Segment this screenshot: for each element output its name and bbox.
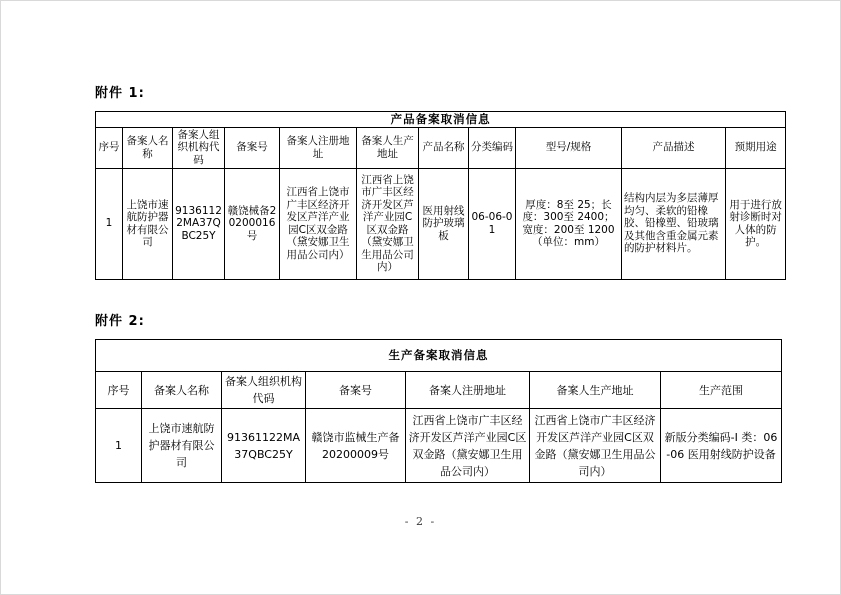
table-row [96,409,782,483]
cell-org-code: 91361122MA37QBC25Y [222,409,306,483]
cell-registered-address: 江西省上饶市广丰区经济开发区芦洋产业园C区双金路（黛安娜卫生用品公司内） [406,409,530,483]
attachment-2-label: 附件 2: [95,314,145,329]
table-header-row [96,127,786,168]
table-2-title: 生产备案取消信息 [96,340,782,372]
column-header-filing-number: 备案号 [225,127,280,168]
cell-index: 1 [96,168,123,279]
column-header-intended-use: 预期用途 [726,127,786,168]
column-header-product-name: 产品名称 [419,127,469,168]
cell-production-scope: 新版分类编码-Ⅰ 类：06-06 医用射线防护设备 [661,409,782,483]
column-header-production-address: 备案人生产地址 [357,127,419,168]
cell-index: 1 [96,409,142,483]
cell-org-code: 91361122MA37QBC25Y [173,168,225,279]
column-header-production-scope: 生产范围 [661,372,782,409]
cell-filer-name: 上饶市速航防护器材有限公司 [123,168,173,279]
column-header-filer-name: 备案人名称 [142,372,222,409]
cell-classification-code: 06-06-01 [469,168,516,279]
column-header-filing-number: 备案号 [306,372,406,409]
table-header-row [96,372,782,409]
table-row [96,168,786,279]
column-header-product-description: 产品描述 [622,127,726,168]
cell-filing-number: 赣饶械备20200016号 [225,168,280,279]
attachment-1-label: 附件 1: [95,86,145,101]
table-title-row [96,112,786,128]
production-filing-cancellation-table [95,339,782,483]
table-title-row [96,340,782,372]
cell-product-name: 医用射线防护玻璃板 [419,168,469,279]
cell-model-spec: 厚度：8至 25；长度：300至 2400；宽度：200至 1200（单位：mm） [516,168,622,279]
cell-product-description: 结构内层为多层薄厚均匀、柔软的铅橡胶、铅橡塑、铅玻璃及其他含重金属元素的防护材料片。 [622,168,726,279]
column-header-production-address: 备案人生产地址 [530,372,661,409]
column-header-org-code: 备案人组织机构代码 [173,127,225,168]
cell-registered-address: 江西省上饶市广丰区经济开发区芦洋产业园C区双金路（黛安娜卫生用品公司内） [280,168,357,279]
cell-production-address: 江西省上饶市广丰区经济开发区芦洋产业园C区双金路（黛安娜卫生用品公司内） [357,168,419,279]
column-header-index: 序号 [96,372,142,409]
cell-production-address: 江西省上饶市广丰区经济开发区芦洋产业园C区双金路（黛安娜卫生用品公司内） [530,409,661,483]
column-header-index: 序号 [96,127,123,168]
column-header-org-code: 备案人组织机构代码 [222,372,306,409]
cell-filer-name: 上饶市速航防护器材有限公司 [142,409,222,483]
product-filing-cancellation-table [95,111,786,280]
cell-intended-use: 用于进行放射诊断时对人体的防护。 [726,168,786,279]
column-header-registered-address: 备案人注册地址 [406,372,530,409]
column-header-classification-code: 分类编码 [469,127,516,168]
column-header-filer-name: 备案人名称 [123,127,173,168]
cell-filing-number: 赣饶市监械生产备 20200009号 [306,409,406,483]
column-header-model-spec: 型号/规格 [516,127,622,168]
page-number: - 2 - [404,515,437,528]
table-1-title: 产品备案取消信息 [96,112,786,128]
column-header-registered-address: 备案人注册地址 [280,127,357,168]
